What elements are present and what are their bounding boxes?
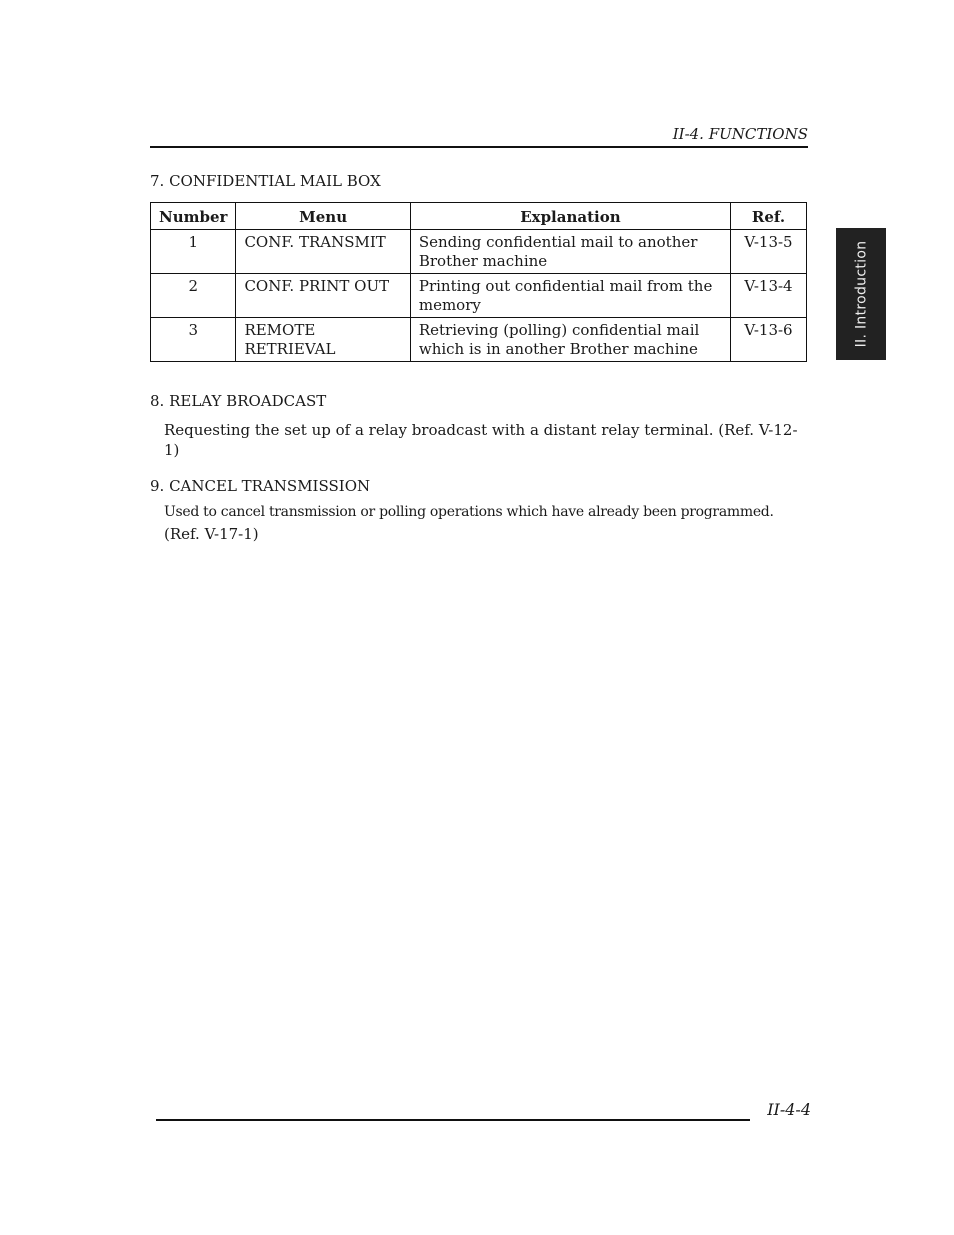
section-7-title: 7. CONFIDENTIAL MAIL BOX	[150, 172, 381, 190]
table-row	[151, 274, 807, 318]
column-header-explanation: Explanation	[410, 203, 730, 230]
confidential-mail-table	[150, 202, 807, 362]
column-header-ref: Ref.	[730, 203, 806, 230]
column-header-number: Number	[151, 203, 236, 230]
row-explanation: Sending confidential mail to another Brother machine	[410, 230, 730, 274]
row-ref: V-13-6	[730, 318, 806, 362]
row-explanation: Printing out confidential mail from the memory	[410, 274, 730, 318]
column-header-menu: Menu	[236, 203, 410, 230]
row-number: 3	[151, 318, 236, 362]
table-row	[151, 230, 807, 274]
section-8-text: Requesting the set up of a relay broadcast with a distant relay terminal. (Ref. V-12-1)	[164, 421, 798, 459]
row-menu: CONF. PRINT OUT	[236, 274, 410, 318]
section-8-title: 8. RELAY BROADCAST	[150, 392, 327, 410]
table-row	[151, 318, 807, 362]
running-header: II-4. FUNCTIONS	[672, 125, 808, 143]
section-9-title: 9. CANCEL TRANSMISSION	[150, 477, 371, 495]
section-tab	[836, 228, 886, 360]
row-menu: REMOTE RETRIEVAL	[236, 318, 410, 362]
row-ref: V-13-5	[730, 230, 806, 274]
page-number: II-4-4	[767, 1100, 811, 1119]
section-9-text-line-2: (Ref. V-17-1)	[164, 525, 259, 543]
row-explanation: Retrieving (polling) confidential mail which is in another Brother machine	[410, 318, 730, 362]
header-rule	[150, 146, 808, 148]
row-number: 2	[151, 274, 236, 318]
section-9-text-line-1: Used to cancel transmission or polling operations which have already been programmed.	[164, 504, 774, 520]
footer-rule	[156, 1119, 750, 1121]
row-menu: CONF. TRANSMIT	[236, 230, 410, 274]
row-number: 1	[151, 230, 236, 274]
section-tab-label: II. Introduction	[853, 240, 869, 348]
row-ref: V-13-4	[730, 274, 806, 318]
